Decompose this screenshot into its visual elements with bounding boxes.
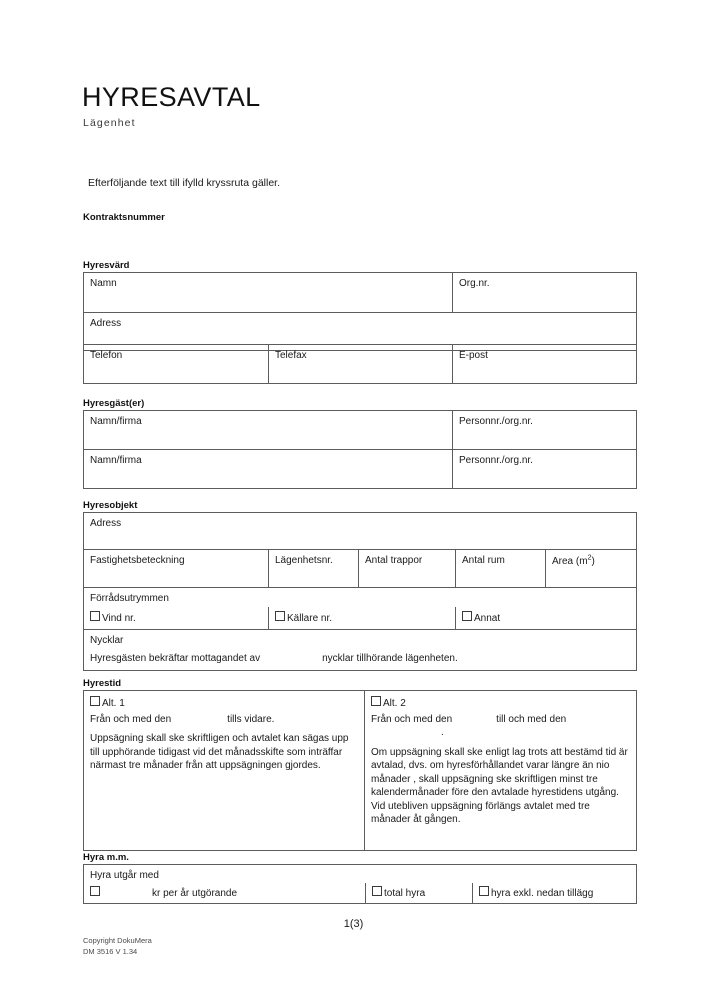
object-apartment-no-cell[interactable]: [269, 550, 359, 588]
table-row: [84, 450, 637, 489]
rental-period-table: [83, 690, 637, 851]
footer-doc-code: DM 3516 V 1.34: [83, 946, 138, 956]
landlord-orgnr-label: Org.nr.: [459, 278, 490, 289]
page-number: 1(3): [343, 918, 364, 930]
storage-option-annat-label: Annat: [474, 613, 501, 625]
landlord-phone-label: Telefon: [90, 350, 123, 361]
section-heading-landlord: Hyresvärd: [83, 260, 130, 271]
tenant-1-id-cell[interactable]: [453, 411, 637, 450]
object-rooms-cell[interactable]: [456, 550, 546, 588]
object-apartment-no-label: Lägenhetsnr.: [275, 555, 333, 566]
alt2-body-text: Om uppsägning skall ske enligt lag trots att bestämd tid är avtalad, dvs. om hyresförhållandet varar längre än nio månader , skall uppsägning ske skriftligen minst tre kalendermånader före den avtalade hyrestidens utgång. Vid utebliven uppsägning förlängs avtalet med tre månader åt gången.: [371, 746, 628, 825]
alt1-date-after: tills vidare.: [227, 713, 275, 725]
table-row: [84, 607, 637, 630]
alt1-option-label: Alt. 1: [102, 698, 125, 709]
object-area-label-text: Area (m: [552, 556, 588, 568]
object-area-cell[interactable]: [546, 550, 637, 588]
page-subtitle: Lägenhet: [83, 117, 136, 129]
rent-amount-unit-label: kr per år utgörande: [152, 888, 238, 900]
landlord-email-label: E-post: [459, 350, 488, 361]
page-title: HYRESAVTAL: [82, 82, 261, 112]
checkbox-kallare-nr[interactable]: [275, 611, 285, 621]
keys-heading-label: Nycklar: [90, 635, 124, 647]
storage-option-kallare-cell[interactable]: [269, 607, 456, 630]
landlord-address-label: Adress: [90, 318, 122, 329]
tenants-table: [83, 410, 637, 489]
tenant-1-id-label: Personnr./org.nr.: [459, 416, 533, 427]
section-heading-tenants: Hyresgäst(er): [83, 398, 145, 409]
tenant-2-id-cell[interactable]: [453, 450, 637, 489]
rental-period-alt2-cell[interactable]: [365, 691, 637, 851]
table-row: [84, 513, 637, 550]
checkbox-rent-amount[interactable]: [90, 886, 100, 896]
storage-option-vind-cell[interactable]: [84, 607, 269, 630]
landlord-email-cell[interactable]: [453, 345, 637, 384]
object-rooms-label: Antal rum: [462, 555, 505, 566]
rent-amount-label: Hyra utgår med: [90, 870, 159, 881]
object-property-designation-label: Fastighetsbeteckning: [90, 555, 185, 566]
alt2-date-middle: till och med den: [496, 713, 567, 725]
checkbox-total-hyra[interactable]: [372, 886, 382, 896]
tenant-1-name-cell[interactable]: [84, 411, 453, 450]
object-stairs-cell[interactable]: [359, 550, 456, 588]
alt1-option[interactable]: [90, 696, 356, 711]
alt2-date-after: .: [441, 727, 444, 738]
rental-object-table: [83, 512, 637, 671]
checkbox-alt-1[interactable]: [90, 696, 100, 706]
tenant-2-name-label: Namn/firma: [90, 455, 142, 466]
table-row: [84, 691, 637, 851]
keys-text: [90, 652, 636, 665]
rental-period-alt1-cell[interactable]: [84, 691, 365, 851]
rent-option-total-cell[interactable]: [366, 883, 473, 904]
footer-info: [83, 936, 152, 958]
section-heading-rent: Hyra m.m.: [83, 852, 129, 863]
section-heading-rental-period: Hyrestid: [83, 678, 122, 689]
tenant-1-name-label: Namn/firma: [90, 416, 142, 427]
table-row: [84, 865, 637, 884]
storage-option-kallare-label: Källare nr.: [287, 613, 333, 625]
checkbox-annat[interactable]: [462, 611, 472, 621]
landlord-name-cell[interactable]: [84, 273, 453, 313]
footer-copyright: Copyright DokuMera: [83, 936, 152, 945]
keys-text-before: Hyresgästen bekräftar mottagandet av: [90, 652, 261, 664]
alt1-body-text: Uppsägning skall ske skriftligen och avtalet kan sägas upp till upphörande tidigast vid det månadsskifte som inträffar närmast tre månader från att uppsägningen gjordes.: [90, 733, 349, 771]
alt2-dates: [371, 713, 628, 740]
landlord-fax-cell[interactable]: [269, 345, 453, 384]
alt2-option-label: Alt. 2: [383, 698, 406, 709]
intro-note: Efterföljande text till ifylld kryssruta gäller.: [88, 177, 280, 189]
landlord-phone-cell[interactable]: [84, 345, 269, 384]
section-heading-rental-object: Hyresobjekt: [83, 500, 138, 511]
rent-table: [83, 864, 637, 904]
object-stairs-label: Antal trappor: [365, 555, 423, 566]
rent-option-excl-cell[interactable]: [473, 883, 637, 904]
alt2-option[interactable]: [371, 696, 628, 711]
object-area-label-superscript: 2: [587, 555, 592, 562]
keys-text-after: nycklar tillhörande lägenheten.: [322, 652, 458, 664]
rent-option-total-label: total hyra: [384, 888, 426, 900]
table-row: [84, 588, 637, 608]
tenant-2-id-label: Personnr./org.nr.: [459, 455, 533, 466]
table-row: [84, 883, 637, 904]
object-address-label: Adress: [90, 518, 122, 529]
landlord-contact-table: [83, 344, 637, 384]
object-property-designation-cell[interactable]: [84, 550, 269, 588]
alt2-date-before: Från och med den: [371, 713, 453, 725]
storage-heading-label: Förrådsutrymmen: [90, 593, 169, 604]
rent-amount-cell[interactable]: [84, 883, 366, 904]
checkbox-alt-2[interactable]: [371, 696, 381, 706]
keys-cell[interactable]: [84, 630, 637, 670]
landlord-table: [83, 272, 637, 351]
alt1-date-before: Från och med den: [90, 713, 172, 725]
alt1-dates: [90, 713, 356, 727]
table-row: [84, 411, 637, 450]
object-area-label-close: ): [591, 556, 595, 568]
storage-heading-cell: [84, 588, 637, 608]
object-address-cell[interactable]: [84, 513, 637, 550]
landlord-orgnr-cell[interactable]: [453, 273, 637, 313]
landlord-name-label: Namn: [90, 278, 117, 289]
rent-option-excl-label: hyra exkl. nedan tillägg: [491, 888, 594, 900]
checkbox-hyra-exkl[interactable]: [479, 886, 489, 896]
landlord-fax-label: Telefax: [275, 350, 307, 361]
rent-amount-heading-cell: [84, 865, 637, 884]
checkbox-vind-nr[interactable]: [90, 611, 100, 621]
tenant-2-name-cell[interactable]: [84, 450, 453, 489]
storage-option-vind-label: Vind nr.: [102, 613, 136, 625]
table-row: [84, 550, 637, 588]
table-row: [84, 273, 637, 313]
table-row: [84, 345, 637, 384]
table-row: [84, 630, 637, 670]
contract-number-label: Kontraktsnummer: [83, 212, 165, 223]
storage-option-annat-cell[interactable]: [456, 607, 637, 630]
object-area-label: [552, 556, 595, 567]
